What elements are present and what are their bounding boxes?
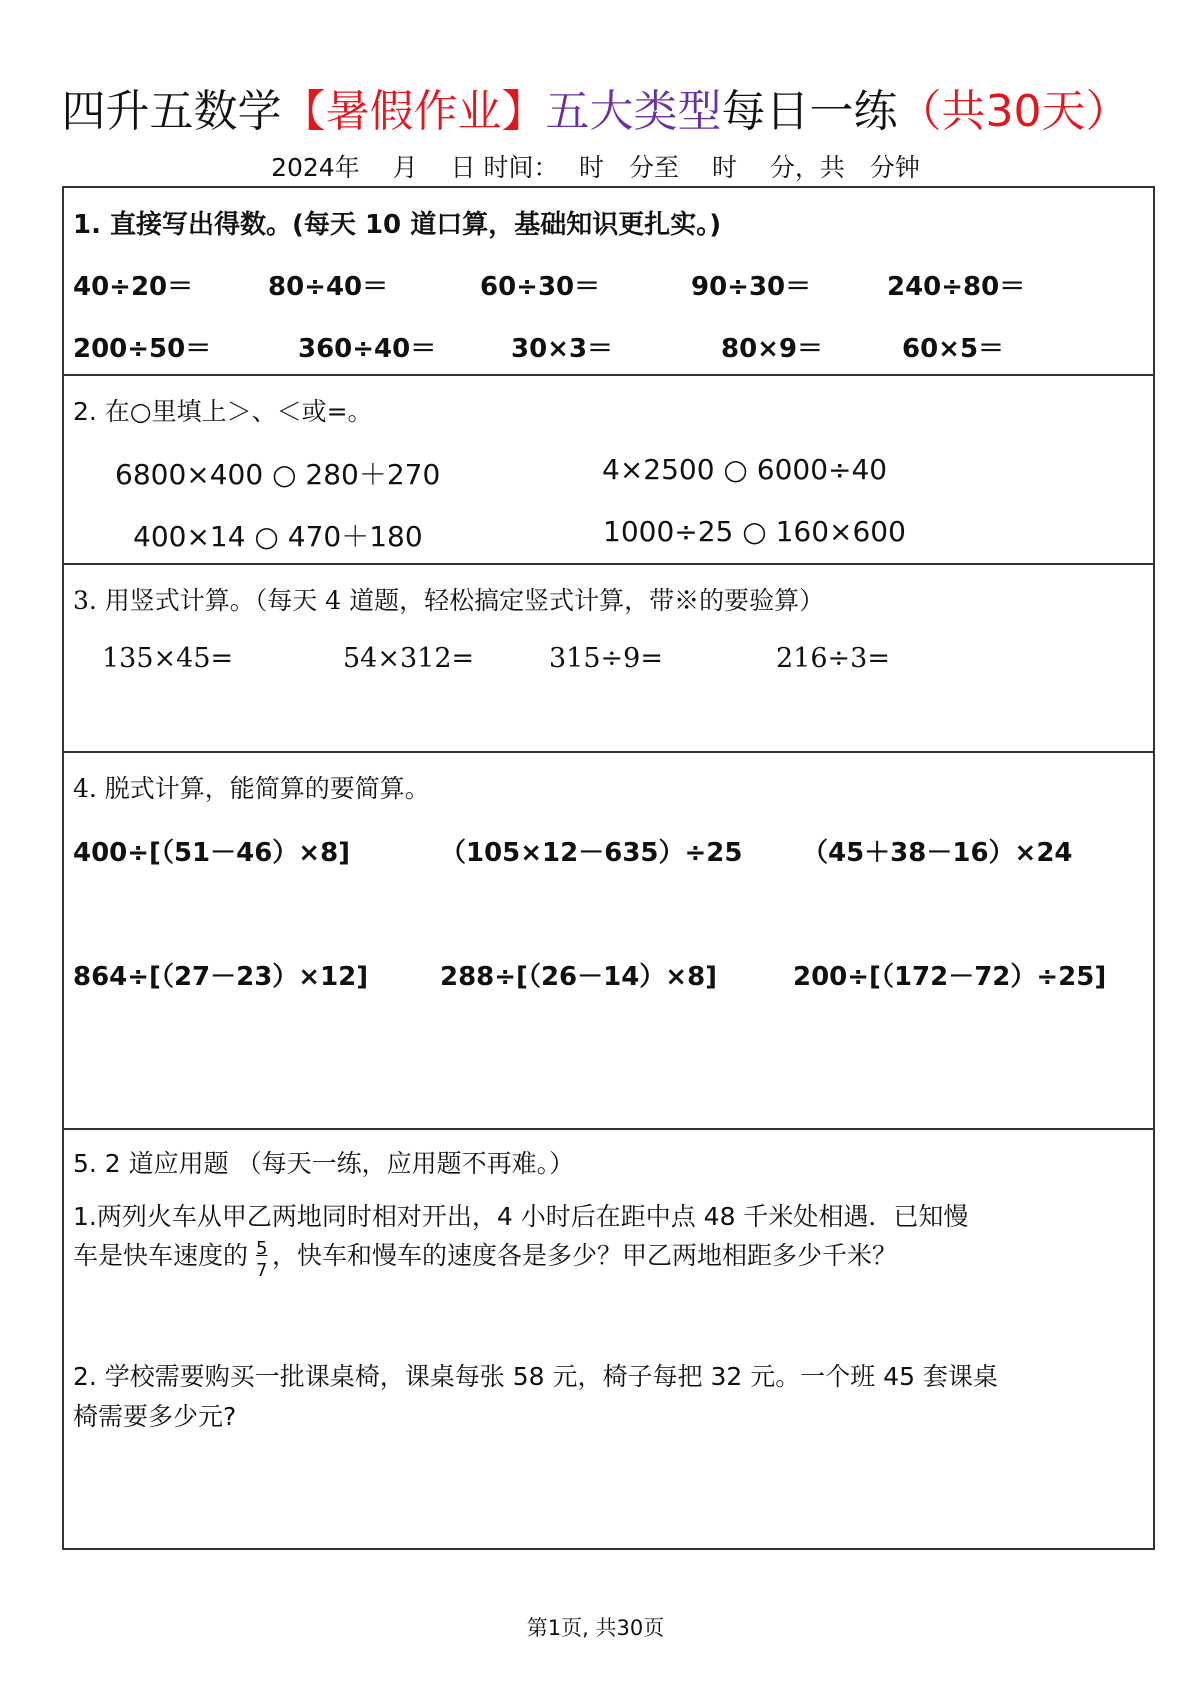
page-title [0,84,1191,140]
problem: 80÷40＝ [268,272,389,302]
problem: （105×12－635）÷25 [440,838,743,868]
problem: 864÷[（27－23）×12] [73,962,369,992]
divider [62,374,1153,376]
problem: 200÷50＝ [73,334,212,364]
problem: 135×45= [102,643,234,674]
problem: 240÷80＝ [887,272,1026,302]
section-4-heading: 4. 脱式计算，能简算的要简算。 [73,774,430,803]
title-highlight: 五大类型 [545,86,722,137]
problem: 216÷3= [776,643,890,674]
denominator: 7 [255,1260,268,1281]
divider [62,563,1153,565]
problem: 30×3＝ [511,334,614,364]
problem: 400÷[（51－46）×8] [73,838,351,868]
divider [62,1128,1153,1130]
text: 1.两列火车从甲乙 [73,1202,272,1231]
comparison: 1000÷25 ○ 160×600 [603,515,906,548]
section-2-heading: 2. 在○里填上＞、＜或=。 [73,397,373,426]
problem: 60×5＝ [902,334,1005,364]
title-highlight: 【暑假作业】 [281,86,546,137]
text: ，快车和慢车的速度各是多少？甲乙两地相距多少千米？ [271,1241,897,1270]
page-footer: 第1页, 共30页 [526,1616,665,1640]
numerator: 5 [255,1238,268,1259]
problem: 60÷30＝ [480,272,601,302]
comparison: 6800×400 ○ 280＋270 [115,458,441,491]
problem: 40÷20＝ [73,272,194,302]
problem: 200÷[（172－72）÷25] [793,962,1107,992]
problem: 288÷[（26－14）×8] [440,962,718,992]
comparison: 400×14 ○ 470＋180 [133,520,423,553]
word-problem-2-line1: 2. 学校需要购买一批课桌椅，课桌每张 58 元，椅子每把 32 元。一个班 45 套课桌 [73,1362,998,1391]
title-part: 每日一练 [721,86,898,137]
title-part: 四升五数学 [61,86,282,137]
text: 两地同时相对开出，4 小时后在距中点 48 千米处相遇．已知慢 [271,1202,969,1231]
word-problem-2-line2: 椅需要多少元? [73,1402,237,1431]
problem: 54×312= [343,643,475,674]
problem: 80×9＝ [721,334,824,364]
section-5-heading: 5. 2 道应用题 （每天一练，应用题不再难。） [73,1149,575,1178]
problem: 360÷40＝ [298,334,437,364]
text: 车是快车速度的 [73,1241,256,1270]
problem: 315÷9= [549,643,663,674]
section-3-heading: 3. 用竖式计算。（每天 4 道题，轻松搞定竖式计算，带※的要验算） [73,586,825,615]
word-problem-1-line1 [73,1197,968,1233]
word-problem-1-line2 [73,1236,897,1281]
problem: （45＋38－16）×24 [802,838,1073,868]
title-highlight: （共30天） [897,86,1130,137]
problem: 90÷30＝ [691,272,812,302]
section-1-heading: 1. 直接写出得数。(每天 10 道口算，基础知识更扎实。) [73,210,722,240]
date-line: 2024年 月 日 时间： 时 分至 时 分，共 分钟 [271,153,920,182]
divider [62,751,1153,753]
comparison: 4×2500 ○ 6000÷40 [602,453,888,486]
